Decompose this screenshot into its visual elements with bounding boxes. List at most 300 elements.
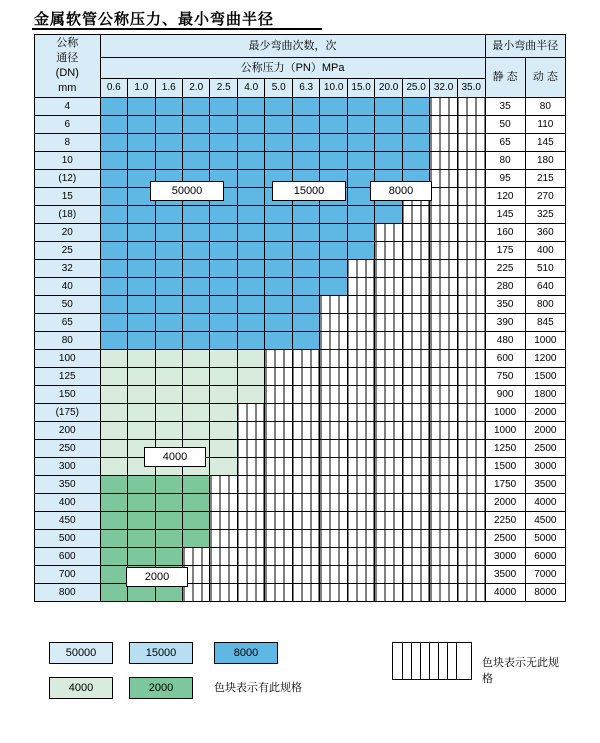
cell-unavailable bbox=[292, 422, 319, 440]
cell-available bbox=[100, 170, 127, 188]
cell-available bbox=[155, 278, 182, 296]
header-pn-value: 10.0 bbox=[320, 79, 347, 98]
cell-unavailable bbox=[320, 404, 347, 422]
cell-unavailable bbox=[375, 530, 402, 548]
header-dn bbox=[35, 35, 101, 98]
cell-unavailable bbox=[375, 296, 402, 314]
cell-available bbox=[128, 332, 155, 350]
cell-unavailable bbox=[430, 332, 457, 350]
cell-unavailable bbox=[265, 512, 292, 530]
cell-unavailable bbox=[430, 98, 457, 116]
row-static-radius: 750 bbox=[485, 368, 525, 386]
cell-available bbox=[265, 278, 292, 296]
cell-available bbox=[183, 260, 210, 278]
cell-available bbox=[210, 206, 237, 224]
row-static-radius: 2250 bbox=[485, 512, 525, 530]
cell-available bbox=[183, 530, 210, 548]
cell-available bbox=[292, 260, 319, 278]
cell-available bbox=[100, 404, 127, 422]
cell-available bbox=[292, 314, 319, 332]
cell-available bbox=[128, 548, 155, 566]
cell-available bbox=[100, 116, 127, 134]
cell-unavailable bbox=[292, 530, 319, 548]
cell-available bbox=[237, 188, 264, 206]
row-dynamic-radius: 845 bbox=[525, 314, 565, 332]
cell-available bbox=[155, 134, 182, 152]
cell-unavailable bbox=[402, 422, 429, 440]
row-dynamic-radius: 1200 bbox=[525, 350, 565, 368]
row-dn: (12) bbox=[35, 170, 101, 188]
cell-available bbox=[155, 116, 182, 134]
cell-unavailable bbox=[375, 260, 402, 278]
cell-available bbox=[210, 440, 237, 458]
cell-unavailable bbox=[375, 512, 402, 530]
cell-unavailable bbox=[292, 350, 319, 368]
cell-available bbox=[237, 152, 264, 170]
cell-unavailable bbox=[292, 386, 319, 404]
cell-available bbox=[128, 260, 155, 278]
header-pn-value: 2.5 bbox=[210, 79, 237, 98]
cell-available bbox=[128, 314, 155, 332]
cell-available bbox=[128, 296, 155, 314]
row-static-radius: 1500 bbox=[485, 458, 525, 476]
cell-available bbox=[128, 152, 155, 170]
cell-unavailable bbox=[320, 332, 347, 350]
cell-unavailable bbox=[402, 296, 429, 314]
cell-unavailable bbox=[347, 440, 374, 458]
cell-available bbox=[265, 98, 292, 116]
cell-available bbox=[237, 242, 264, 260]
cell-available bbox=[210, 458, 237, 476]
table-row bbox=[35, 296, 566, 314]
row-static-radius: 2500 bbox=[485, 530, 525, 548]
cell-available bbox=[155, 98, 182, 116]
cell-unavailable bbox=[320, 530, 347, 548]
cell-unavailable bbox=[430, 350, 457, 368]
table-row bbox=[35, 242, 566, 260]
cell-unavailable bbox=[347, 404, 374, 422]
table-row bbox=[35, 206, 566, 224]
cell-available bbox=[100, 530, 127, 548]
cell-unavailable bbox=[265, 548, 292, 566]
cell-available bbox=[100, 566, 127, 584]
cell-unavailable bbox=[457, 530, 485, 548]
cell-available bbox=[128, 386, 155, 404]
row-dynamic-radius: 110 bbox=[525, 116, 565, 134]
row-dn: 200 bbox=[35, 422, 101, 440]
cell-available bbox=[183, 152, 210, 170]
cell-unavailable bbox=[292, 494, 319, 512]
cell-unavailable bbox=[430, 404, 457, 422]
row-dn: 32 bbox=[35, 260, 101, 278]
cell-unavailable bbox=[457, 170, 485, 188]
row-static-radius: 4000 bbox=[485, 584, 525, 602]
row-dynamic-radius: 3000 bbox=[525, 458, 565, 476]
cell-available bbox=[210, 296, 237, 314]
cell-unavailable bbox=[430, 314, 457, 332]
cell-unavailable bbox=[347, 494, 374, 512]
cell-available bbox=[100, 188, 127, 206]
cell-available bbox=[100, 512, 127, 530]
row-dn: 250 bbox=[35, 440, 101, 458]
cell-available bbox=[402, 134, 429, 152]
cell-available bbox=[210, 98, 237, 116]
cell-available bbox=[347, 206, 374, 224]
row-dn: 20 bbox=[35, 224, 101, 242]
row-dn: 500 bbox=[35, 530, 101, 548]
cell-available bbox=[347, 134, 374, 152]
cell-available bbox=[292, 98, 319, 116]
cell-available bbox=[237, 116, 264, 134]
cell-available bbox=[237, 206, 264, 224]
cell-unavailable bbox=[210, 530, 237, 548]
cell-available bbox=[183, 332, 210, 350]
cell-unavailable bbox=[430, 296, 457, 314]
cell-unavailable bbox=[292, 476, 319, 494]
cell-unavailable bbox=[430, 548, 457, 566]
cell-unavailable bbox=[430, 458, 457, 476]
table-row bbox=[35, 116, 566, 134]
table-row bbox=[35, 494, 566, 512]
row-dynamic-radius: 80 bbox=[525, 98, 565, 116]
cell-available bbox=[265, 224, 292, 242]
cell-unavailable bbox=[402, 386, 429, 404]
cell-unavailable bbox=[237, 476, 264, 494]
cell-available bbox=[292, 242, 319, 260]
cell-unavailable bbox=[430, 368, 457, 386]
cell-available bbox=[402, 152, 429, 170]
cell-unavailable bbox=[265, 566, 292, 584]
cell-available bbox=[320, 242, 347, 260]
cell-unavailable bbox=[375, 422, 402, 440]
cell-unavailable bbox=[265, 422, 292, 440]
table-row bbox=[35, 368, 566, 386]
row-dn: 300 bbox=[35, 458, 101, 476]
cell-unavailable bbox=[375, 494, 402, 512]
row-static-radius: 280 bbox=[485, 278, 525, 296]
cell-unavailable bbox=[402, 494, 429, 512]
cell-unavailable bbox=[347, 566, 374, 584]
row-static-radius: 120 bbox=[485, 188, 525, 206]
cell-available bbox=[375, 116, 402, 134]
header-pn-value: 1.0 bbox=[128, 79, 155, 98]
cell-available bbox=[155, 350, 182, 368]
cell-unavailable bbox=[292, 548, 319, 566]
cell-unavailable bbox=[457, 224, 485, 242]
cell-unavailable bbox=[430, 170, 457, 188]
cell-unavailable bbox=[430, 152, 457, 170]
row-static-radius: 1750 bbox=[485, 476, 525, 494]
row-dynamic-radius: 8000 bbox=[525, 584, 565, 602]
cell-available bbox=[183, 206, 210, 224]
cell-unavailable bbox=[292, 404, 319, 422]
cell-unavailable bbox=[402, 314, 429, 332]
row-static-radius: 3500 bbox=[485, 566, 525, 584]
cell-unavailable bbox=[430, 422, 457, 440]
cell-available bbox=[265, 332, 292, 350]
row-static-radius: 2000 bbox=[485, 494, 525, 512]
cell-available bbox=[100, 440, 127, 458]
cell-unavailable bbox=[375, 440, 402, 458]
cell-available bbox=[210, 242, 237, 260]
row-dn: 400 bbox=[35, 494, 101, 512]
header-pn-value: 20.0 bbox=[375, 79, 402, 98]
cell-unavailable bbox=[375, 278, 402, 296]
cell-available bbox=[128, 98, 155, 116]
cell-available bbox=[128, 116, 155, 134]
row-static-radius: 1250 bbox=[485, 440, 525, 458]
row-dn: 100 bbox=[35, 350, 101, 368]
header-pn-value: 32.0 bbox=[430, 79, 457, 98]
cell-available bbox=[347, 98, 374, 116]
header-bend-times: 最少弯曲次数，次 bbox=[100, 35, 485, 58]
cell-unavailable bbox=[265, 404, 292, 422]
cell-unavailable bbox=[347, 350, 374, 368]
row-static-radius: 80 bbox=[485, 152, 525, 170]
cell-unavailable bbox=[402, 530, 429, 548]
cell-available bbox=[128, 422, 155, 440]
cell-available bbox=[128, 494, 155, 512]
cell-available bbox=[183, 422, 210, 440]
cell-unavailable bbox=[292, 584, 319, 602]
cell-available bbox=[100, 260, 127, 278]
cell-unavailable bbox=[375, 332, 402, 350]
cell-unavailable bbox=[347, 512, 374, 530]
cell-available bbox=[128, 278, 155, 296]
cell-available bbox=[237, 170, 264, 188]
cell-available bbox=[237, 134, 264, 152]
row-dn: 80 bbox=[35, 332, 101, 350]
cell-unavailable bbox=[347, 458, 374, 476]
cell-unavailable bbox=[347, 422, 374, 440]
row-dn: 4 bbox=[35, 98, 101, 116]
cell-available bbox=[237, 350, 264, 368]
cell-available bbox=[100, 458, 127, 476]
cell-available bbox=[100, 98, 127, 116]
header-dn-line: 公称 bbox=[56, 37, 79, 49]
callout-50000: 50000 bbox=[150, 181, 224, 201]
cell-unavailable bbox=[402, 440, 429, 458]
cell-unavailable bbox=[320, 386, 347, 404]
row-dynamic-radius: 145 bbox=[525, 134, 565, 152]
cell-unavailable bbox=[210, 584, 237, 602]
cell-unavailable bbox=[210, 512, 237, 530]
cell-available bbox=[155, 386, 182, 404]
cell-unavailable bbox=[402, 260, 429, 278]
cell-unavailable bbox=[457, 314, 485, 332]
cell-unavailable bbox=[430, 278, 457, 296]
header-dn-line: 通径 bbox=[56, 52, 79, 64]
header-pn-value: 5.0 bbox=[265, 79, 292, 98]
cell-available bbox=[155, 206, 182, 224]
header-dynamic: 动 态 bbox=[525, 58, 565, 98]
cell-unavailable bbox=[402, 566, 429, 584]
cell-available bbox=[265, 296, 292, 314]
cell-available bbox=[128, 368, 155, 386]
row-static-radius: 600 bbox=[485, 350, 525, 368]
cell-unavailable bbox=[320, 422, 347, 440]
cell-unavailable bbox=[402, 584, 429, 602]
cell-available bbox=[100, 350, 127, 368]
cell-available bbox=[155, 314, 182, 332]
cell-available bbox=[183, 368, 210, 386]
cell-available bbox=[155, 296, 182, 314]
cell-unavailable bbox=[430, 206, 457, 224]
cell-unavailable bbox=[375, 314, 402, 332]
cell-unavailable bbox=[347, 296, 374, 314]
row-dynamic-radius: 400 bbox=[525, 242, 565, 260]
cell-available bbox=[292, 278, 319, 296]
cell-unavailable bbox=[430, 512, 457, 530]
row-dn: 800 bbox=[35, 584, 101, 602]
cell-available bbox=[128, 206, 155, 224]
cell-unavailable bbox=[402, 242, 429, 260]
cell-unavailable bbox=[402, 476, 429, 494]
cell-unavailable bbox=[402, 368, 429, 386]
cell-unavailable bbox=[237, 422, 264, 440]
cell-unavailable bbox=[430, 224, 457, 242]
cell-unavailable bbox=[347, 584, 374, 602]
table-row bbox=[35, 476, 566, 494]
cell-unavailable bbox=[237, 458, 264, 476]
cell-available bbox=[320, 206, 347, 224]
cell-unavailable bbox=[237, 566, 264, 584]
cell-available bbox=[320, 278, 347, 296]
cell-unavailable bbox=[402, 404, 429, 422]
cell-available bbox=[210, 314, 237, 332]
cell-unavailable bbox=[320, 512, 347, 530]
cell-available bbox=[265, 314, 292, 332]
cell-unavailable bbox=[265, 386, 292, 404]
row-dynamic-radius: 180 bbox=[525, 152, 565, 170]
cell-unavailable bbox=[430, 188, 457, 206]
row-dn: 6 bbox=[35, 116, 101, 134]
cell-unavailable bbox=[292, 368, 319, 386]
row-dn: 15 bbox=[35, 188, 101, 206]
header-pn-value: 6.3 bbox=[292, 79, 319, 98]
cell-available bbox=[292, 152, 319, 170]
cell-unavailable bbox=[375, 386, 402, 404]
cell-unavailable bbox=[347, 548, 374, 566]
cell-unavailable bbox=[402, 278, 429, 296]
cell-available bbox=[100, 422, 127, 440]
cell-unavailable bbox=[265, 476, 292, 494]
legend-hatch-swatch bbox=[392, 642, 472, 680]
cell-unavailable bbox=[237, 512, 264, 530]
row-dynamic-radius: 510 bbox=[525, 260, 565, 278]
cell-available bbox=[183, 224, 210, 242]
cell-available bbox=[210, 404, 237, 422]
cell-available bbox=[183, 386, 210, 404]
cell-unavailable bbox=[457, 332, 485, 350]
cell-available bbox=[100, 296, 127, 314]
cell-unavailable bbox=[430, 476, 457, 494]
cell-available bbox=[128, 512, 155, 530]
cell-available bbox=[155, 242, 182, 260]
cell-unavailable bbox=[457, 548, 485, 566]
cell-unavailable bbox=[402, 512, 429, 530]
cell-unavailable bbox=[457, 98, 485, 116]
cell-available bbox=[210, 152, 237, 170]
cell-unavailable bbox=[320, 566, 347, 584]
cell-available bbox=[155, 224, 182, 242]
cell-available bbox=[347, 224, 374, 242]
cell-unavailable bbox=[237, 548, 264, 566]
cell-available bbox=[375, 152, 402, 170]
cell-unavailable bbox=[292, 458, 319, 476]
cell-available bbox=[320, 152, 347, 170]
cell-available bbox=[237, 368, 264, 386]
cell-unavailable bbox=[457, 206, 485, 224]
cell-available bbox=[237, 260, 264, 278]
row-static-radius: 145 bbox=[485, 206, 525, 224]
cell-available bbox=[183, 116, 210, 134]
cell-available bbox=[155, 476, 182, 494]
cell-unavailable bbox=[375, 350, 402, 368]
row-dn: 150 bbox=[35, 386, 101, 404]
cell-available bbox=[210, 332, 237, 350]
cell-available bbox=[100, 386, 127, 404]
header-pn-value: 2.0 bbox=[183, 79, 210, 98]
table-row bbox=[35, 440, 566, 458]
cell-unavailable bbox=[457, 494, 485, 512]
cell-available bbox=[155, 512, 182, 530]
row-dynamic-radius: 4000 bbox=[525, 494, 565, 512]
cell-available bbox=[155, 422, 182, 440]
cell-available bbox=[210, 134, 237, 152]
row-dynamic-radius: 1500 bbox=[525, 368, 565, 386]
row-dynamic-radius: 5000 bbox=[525, 530, 565, 548]
table-row bbox=[35, 422, 566, 440]
cell-available bbox=[100, 134, 127, 152]
cell-unavailable bbox=[375, 548, 402, 566]
row-dynamic-radius: 7000 bbox=[525, 566, 565, 584]
table-row bbox=[35, 314, 566, 332]
legend-15000: 15000 bbox=[129, 642, 193, 664]
cell-unavailable bbox=[402, 458, 429, 476]
cell-available bbox=[265, 260, 292, 278]
header-dn-line: mm bbox=[58, 82, 77, 94]
cell-unavailable bbox=[457, 188, 485, 206]
cell-unavailable bbox=[320, 350, 347, 368]
cell-available bbox=[210, 116, 237, 134]
cell-unavailable bbox=[375, 242, 402, 260]
row-dynamic-radius: 1800 bbox=[525, 386, 565, 404]
cell-unavailable bbox=[457, 116, 485, 134]
cell-available bbox=[183, 512, 210, 530]
cell-available bbox=[210, 422, 237, 440]
row-dn: 40 bbox=[35, 278, 101, 296]
row-dn: 25 bbox=[35, 242, 101, 260]
cell-available bbox=[210, 368, 237, 386]
cell-available bbox=[347, 242, 374, 260]
cell-available bbox=[100, 332, 127, 350]
cell-unavailable bbox=[402, 350, 429, 368]
header-pn-value: 0.6 bbox=[100, 79, 127, 98]
callout-15000: 15000 bbox=[272, 181, 346, 201]
cell-unavailable bbox=[320, 314, 347, 332]
cell-unavailable bbox=[457, 260, 485, 278]
row-dynamic-radius: 3500 bbox=[525, 476, 565, 494]
row-dynamic-radius: 6000 bbox=[525, 548, 565, 566]
cell-available bbox=[237, 332, 264, 350]
cell-unavailable bbox=[237, 530, 264, 548]
cell-unavailable bbox=[237, 584, 264, 602]
cell-available bbox=[265, 134, 292, 152]
cell-unavailable bbox=[265, 458, 292, 476]
cell-available bbox=[183, 278, 210, 296]
cell-unavailable bbox=[430, 584, 457, 602]
